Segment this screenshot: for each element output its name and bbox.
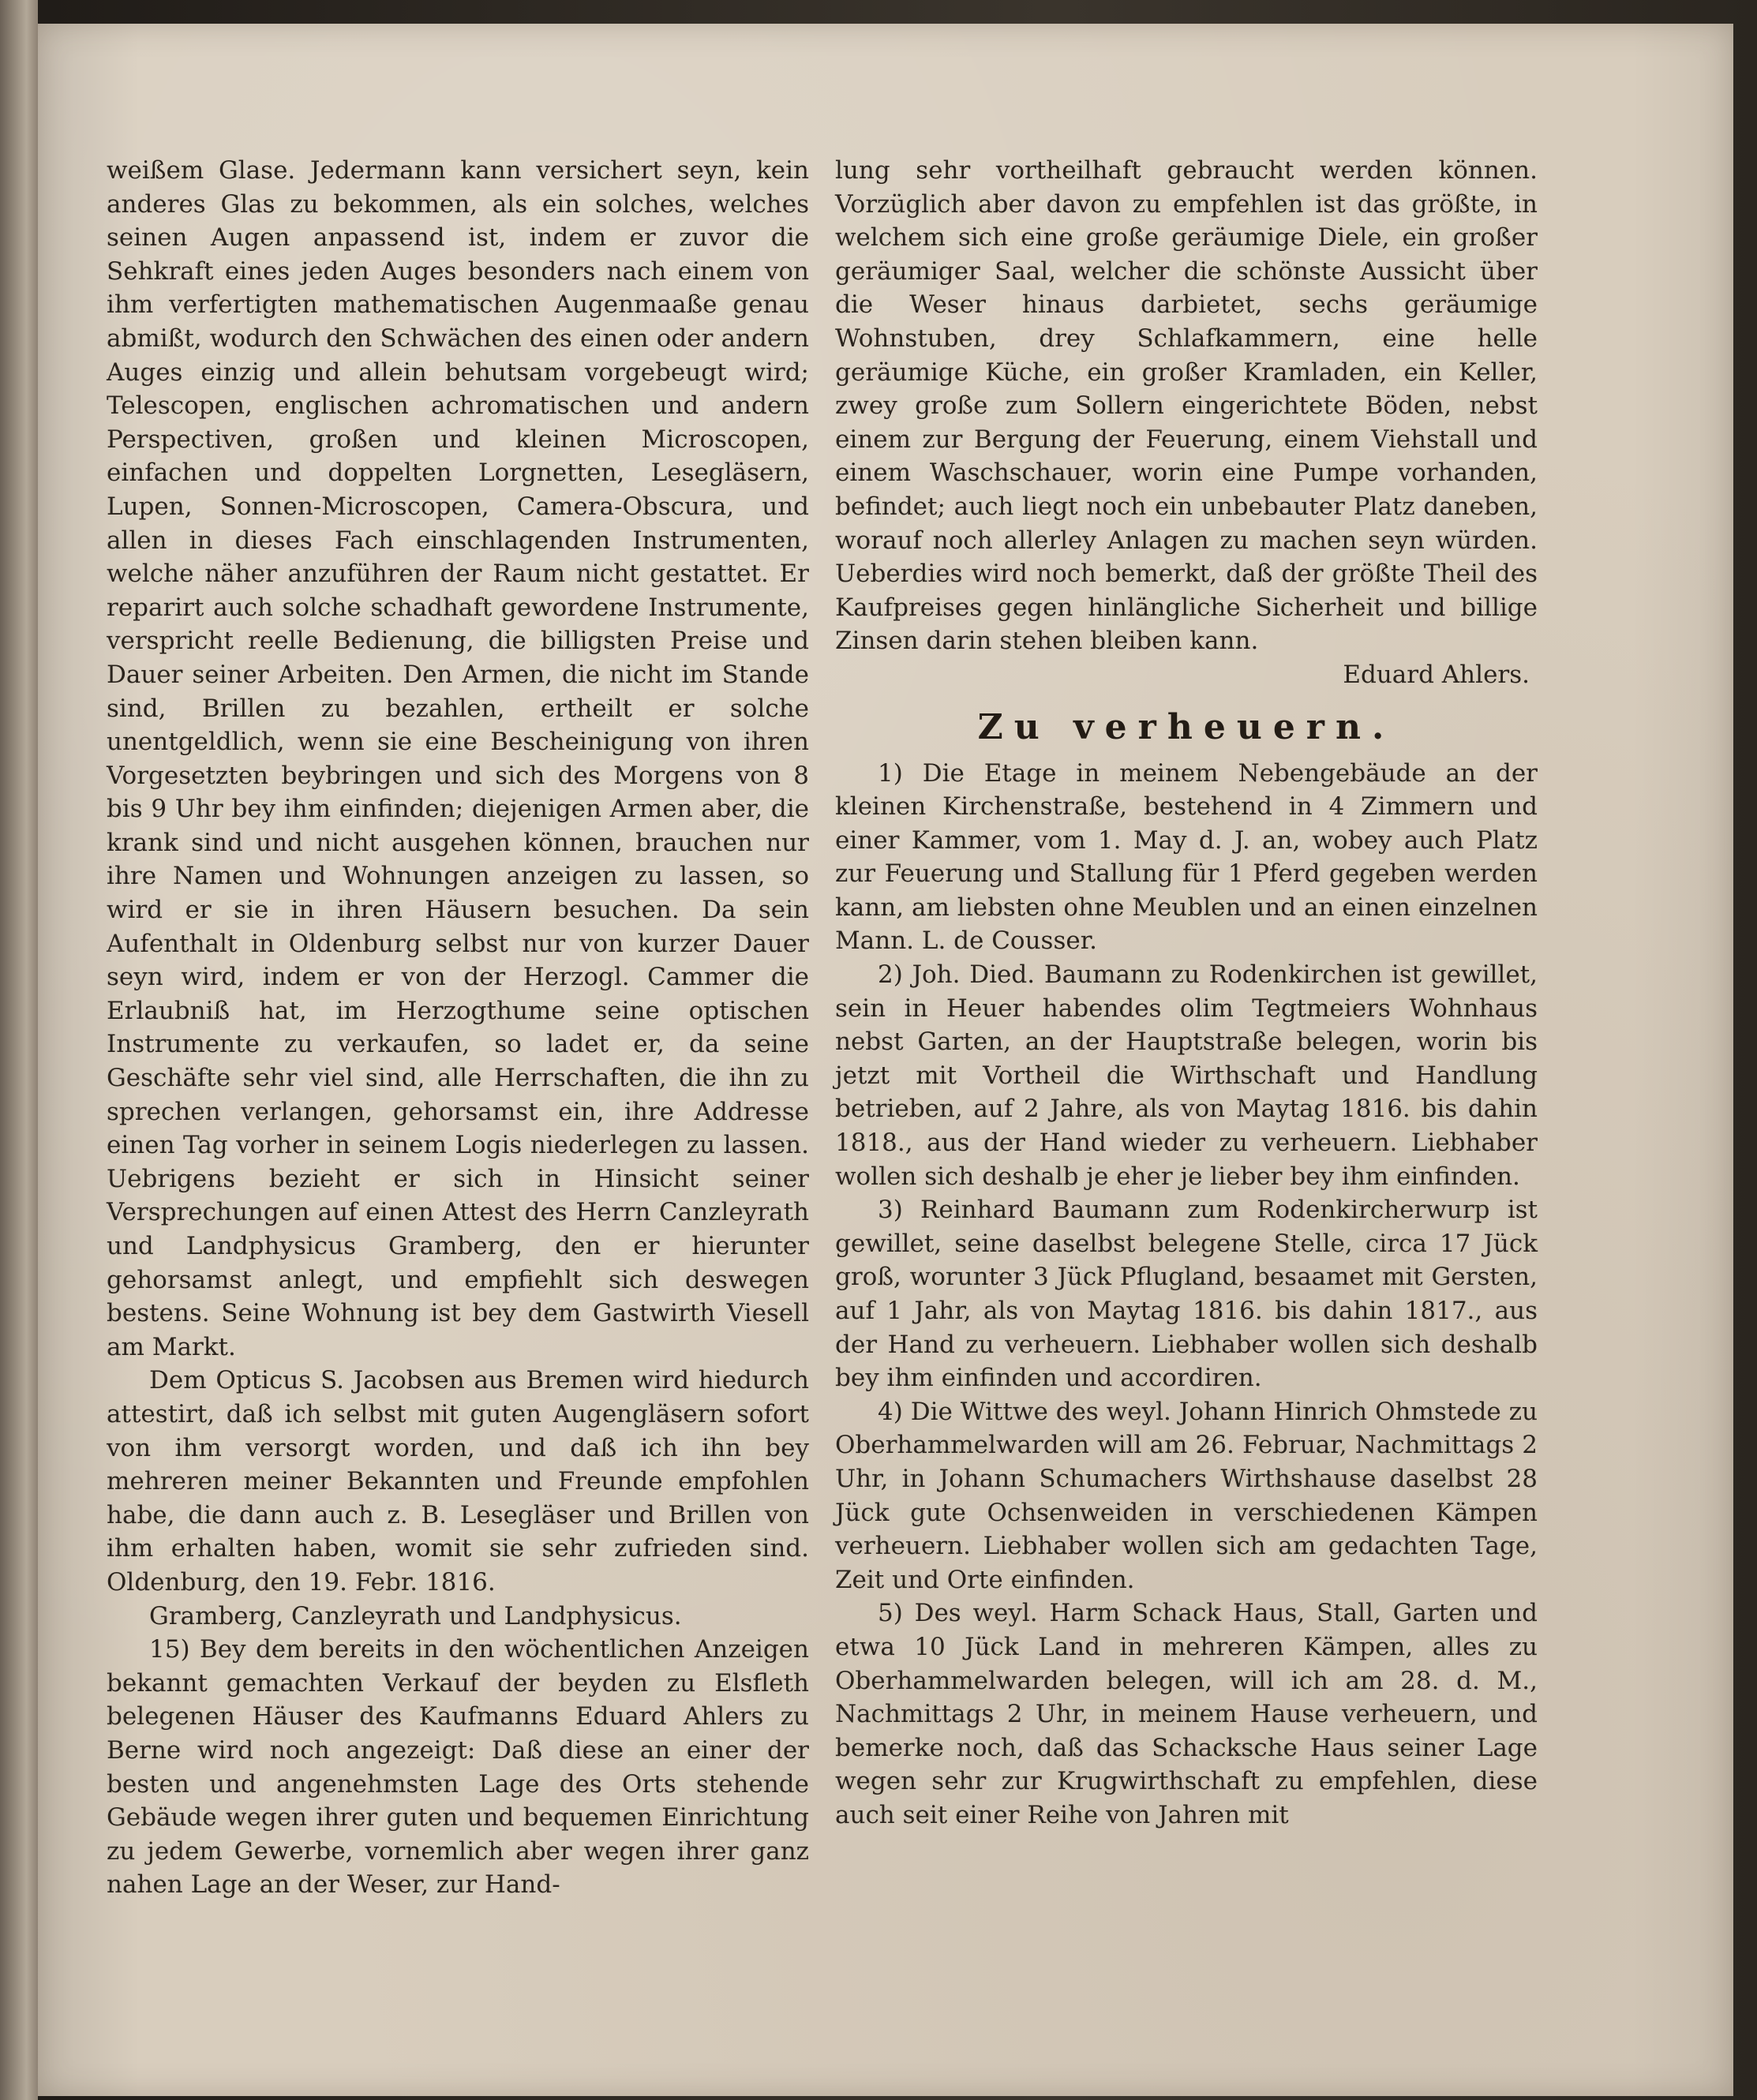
right-column <box>835 154 1538 1832</box>
list-item: 4) Die Wittwe des weyl. Johann Hinrich Ohmstede zu Oberhammelwarden will am 26. Februar, Nachmittags 2 Uhr, in Johann Schumachers Wirthshause daselbst 28 Jück gute Ochsenweiden in verschiedenen Kämpen verheuern. Liebhaber wollen sich am gedachten Tage, Zeit und Orte einfinden. <box>835 1397 1538 1594</box>
left-paragraph-1: weißem Glase. Jedermann kann versichert seyn, kein anderes Glas zu bekommen, als ein solches, welches seinen Augen anpassend ist, indem er zuvor die Sehkraft eines jeden Auges besonders nach einem von ihm verfertigten mathematischen Augenmaaße genau abmißt, wodurch den Schwächen des einen oder andern Auges einzig und allein behutsam vorgebeugt wird; Telescopen, englischen achromatischen und andern Perspectiven, großen und kleinen Microscopen, einfachen und doppelten Lorgnetten, Lesegläsern, Lupen, Sonnen-Microscopen, Camera-Obscura, und allen in dieses Fach einschlagenden Instrumenten, welche näher anzuführen der Raum nicht gestattet. Er reparirt auch solche schadhaft gewordene Instrumente, verspricht reelle Bedienung, die billigsten Preise und Dauer seiner Arbeiten. Den Armen, die nicht im Stande sind, Brillen zu bezahlen, ertheilt er solche unentgeldlich, wenn sie eine Bescheinigung von ihren Vorgesetzten beybringen und sich des Morgens von 8 bis 9 Uhr bey ihm einfinden; diejenigen Armen aber, die krank sind und nicht ausgehen können, brauchen nur ihre Namen und Wohnungen anzeigen zu lassen, so wird er sie in ihren Häusern besuchen. Da sein Aufenthalt in Oldenburg selbst nur von kurzer Dauer seyn wird, indem er von der Herzogl. Cammer die Erlaubniß hat, im Herzogthume seine optischen Instrumente zu verkaufen, so ladet er, da seine Geschäfte sehr viel sind, alle Herrschaften, die ihn zu sprechen verlangen, gehorsamst ein, ihre Addresse einen Tag vorher in seinem Logis niederlegen zu lassen. Uebrigens bezieht er sich in Hinsicht seiner Versprechungen auf einen Attest des Herrn Canzleyrath und Landphysicus Gramberg, den er hierunter gehorsamst anlegt, und empfiehlt sich deswegen bestens. Seine Wohnung ist bey dem Gastwirth Viesell am Markt. <box>107 156 809 1361</box>
left-column <box>107 154 809 1902</box>
left-paragraph-3: Gramberg, Canzleyrath und Landphysicus. <box>149 1601 682 1630</box>
left-paragraph-2: Dem Opticus S. Jacobsen aus Bremen wird hiedurch attestirt, daß ich selbst mit guten Augengläsern sofort von ihm versorgt worden, und daß ich ihn bey mehreren meiner Bekannten und Freunde empfohlen habe, die dann auch z. B. Lesegläser und Brillen von ihm erhalten haben, womit sie sehr zufrieden sind. Oldenburg, den 19. Febr. 1816. <box>107 1366 809 1597</box>
facing-page-edge <box>0 0 38 2100</box>
right-paragraph-1: lung sehr vortheilhaft gebraucht werden können. Vorzüglich aber davon zu empfehlen ist das größte, in welchem sich eine große geräumige Diele, ein großer geräumiger Saal, welcher die schönste Aussicht über die Weser hinaus darbietet, sechs geräumige Wohnstuben, drey Schlafkammern, eine helle geräumige Küche, ein großer Kramladen, ein Keller, zwey große zum Sollern eingerichtete Böden, nebst einem zur Bergung der Feuerung, einem Viehstall und einem Waschschauer, worin eine Pumpe vorhanden, befindet; auch liegt noch ein unbebauter Platz daneben, worauf noch allerley Anlagen zu machen seyn würden. Ueberdies wird noch bemerkt, daß der größte Theil des Kaufpreises gegen hinlängliche Sicherheit und billige Zinsen darin stehen bleiben kann. <box>835 156 1538 656</box>
left-paragraph-4: 15) Bey dem bereits in den wöchentlichen Anzeigen bekannt gemachten Verkauf der beyden zu Elsfleth belegenen Häuser des Kaufmanns Eduard Ahlers zu Berne wird noch angezeigt: Daß diese an einer der besten und angenehmsten Lage des Orts stehende Gebäude wegen ihrer guten und bequemen Einrichtung zu jedem Gewerbe, vornemlich aber wegen ihrer ganz nahen Lage an der Weser, zur Hand- <box>107 1635 809 1900</box>
list-item: 2) Joh. Died. Baumann zu Rodenkirchen ist gewillet, sein in Heuer habendes olim Tegtmeiers Wohnhaus nebst Garten, an der Hauptstraße belegen, worin bis jetzt mit Vortheil die Wirthschaft und Handlung betrieben, auf 2 Jahre, als von Maytag 1816. bis dahin 1818., aus der Hand wieder zu verheuern. Liebhaber wollen sich deshalb je eher je lieber bey ihm einfinden. <box>835 960 1538 1191</box>
document-page <box>38 24 1733 2096</box>
list-item: 5) Des weyl. Harm Schack Haus, Stall, Garten und etwa 10 Jück Land in mehreren Kämpen, alles zu Oberhammelwarden belegen, will ich am 28. d. M., Nachmittags 2 Uhr, in meinem Hause verheuern, und bemerke noch, daß das Schacksche Haus seiner Lage wegen sehr zur Krugwirthschaft zu empfehlen, diese auch seit einer Reihe von Jahren mit <box>835 1599 1538 1829</box>
signature-ahlers: Eduard Ahlers. <box>1343 660 1530 689</box>
list-item: 3) Reinhard Baumann zum Rodenkircherwurp ist gewillet, seine daselbst belegene Stelle, circa 17 Jück groß, worunter 3 Jück Pflugland, besaamet mit Gersten, auf 1 Jahr, als von Maytag 1816. bis dahin 1817., aus der Hand zu verheuern. Liebhaber wollen sich deshalb bey ihm einfinden und accordiren. <box>835 1196 1538 1393</box>
list-item: 1) Die Etage in meinem Nebengebäude an der kleinen Kirchenstraße, bestehend in 4 Zimmern und einer Kammer, vom 1. May d. J. an, wobey auch Platz zur Feuerung und Stallung für 1 Pferd gegeben werden kann, am liebsten ohne Meublen und an einen einzelnen Mann. L. de Cousser. <box>835 758 1538 956</box>
section-heading: Zu verheuern. <box>977 706 1395 747</box>
